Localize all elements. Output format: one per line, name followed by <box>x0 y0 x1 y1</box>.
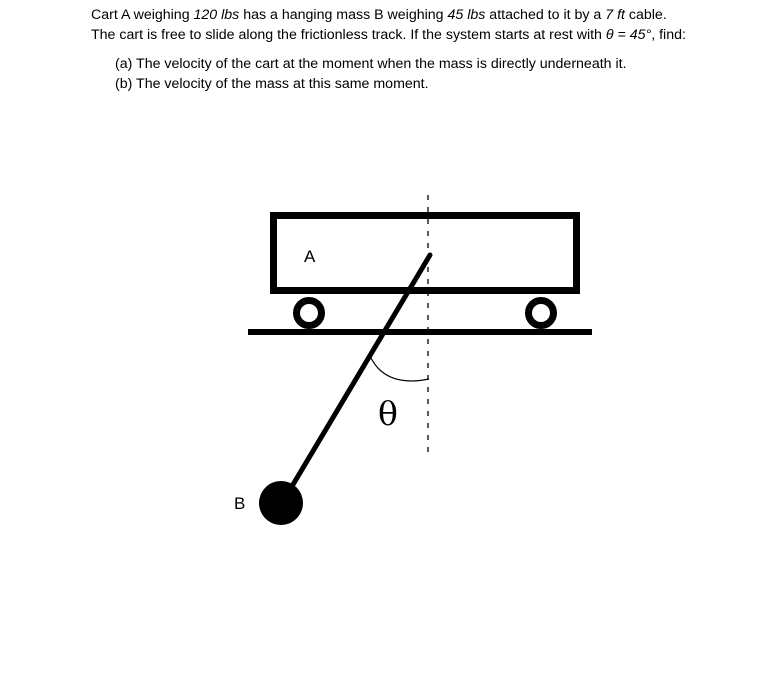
problem-line-2: The cart is free to slide along the frictionless track. If the system starts at rest with θ = 45°, find: <box>91 27 686 43</box>
cart-wheel-right <box>529 301 554 326</box>
question-a: (a) The velocity of the cart at the moment when the mass is directly underneath it. <box>115 56 627 72</box>
problem-line-1: Cart A weighing 120 lbs has a hanging mass B weighing 45 lbs attached to it by a 7 ft cable. <box>91 7 667 23</box>
mass-weight: 45 lbs <box>447 7 486 23</box>
question-b: (b) The velocity of the mass at this same moment. <box>115 76 429 92</box>
cart-label: A <box>304 247 316 266</box>
cart-wheel-left <box>297 301 322 326</box>
angle-label: θ <box>378 394 398 433</box>
initial-angle: θ = 45° <box>605 27 652 43</box>
cart-a-body <box>274 216 577 291</box>
mass-b <box>259 481 303 525</box>
cart-weight: 120 lbs <box>193 7 240 23</box>
cable-length: 7 ft <box>605 7 625 23</box>
mass-label: B <box>234 494 246 513</box>
angle-arc <box>370 356 429 381</box>
